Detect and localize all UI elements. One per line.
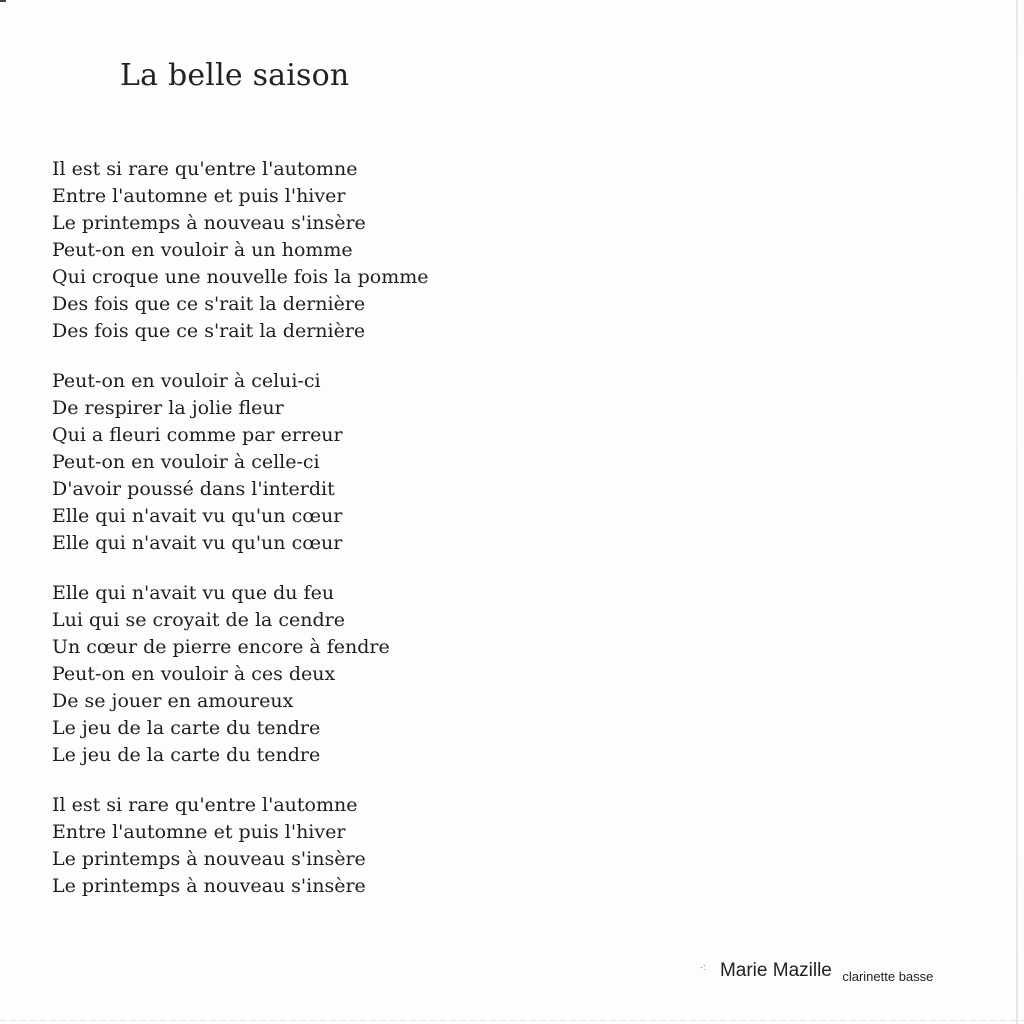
poem-line: Le jeu de la carte du tendre — [52, 744, 321, 766]
song-title: La belle saison — [120, 58, 350, 93]
poem-body — [52, 156, 522, 923]
musician-credit — [700, 960, 933, 984]
poem-line: Le printemps à nouveau s'insère — [52, 848, 366, 870]
poem-line: De respirer la jolie fleur — [52, 397, 284, 419]
stanza — [52, 792, 522, 900]
page-fold-edge — [1016, 0, 1018, 1024]
page-bottom-edge — [0, 1020, 1024, 1021]
poem-line: Elle qui n'avait vu qu'un cœur — [52, 505, 343, 527]
stanza — [52, 368, 522, 557]
poem-line: Le jeu de la carte du tendre — [52, 717, 321, 739]
poem-line: De se jouer en amoureux — [52, 690, 294, 712]
poem-line: Qui croque une nouvelle fois la pomme — [52, 266, 429, 288]
poem-line: Peut-on en vouloir à celle-ci — [52, 451, 320, 473]
poem-line: Il est si rare qu'entre l'automne — [52, 794, 358, 816]
poem-line: Entre l'automne et puis l'hiver — [52, 821, 346, 843]
stanza — [52, 156, 522, 345]
poem-line: Le printemps à nouveau s'insère — [52, 212, 366, 234]
poem-line: Entre l'automne et puis l'hiver — [52, 185, 346, 207]
poem-line: Des fois que ce s'rait la dernière — [52, 320, 366, 342]
poem-line: D'avoir poussé dans l'interdit — [52, 478, 335, 500]
poem-line: Peut-on en vouloir à celui-ci — [52, 370, 321, 392]
musician-name: Marie Mazille — [719, 960, 832, 981]
musician-instrument: clarinette basse — [842, 969, 934, 984]
poem-line: Des fois que ce s'rait la dernière — [52, 293, 366, 315]
poem-line: Lui qui se croyait de la cendre — [52, 609, 345, 631]
stanza — [52, 580, 522, 769]
poem-line: Qui a fleuri comme par erreur — [52, 424, 343, 446]
poem-line: Il est si rare qu'entre l'automne — [52, 158, 358, 180]
poem-line: Le printemps à nouveau s'insère — [52, 875, 366, 897]
poem-line: Elle qui n'avait vu que du feu — [52, 582, 335, 604]
scan-corner-mark — [0, 0, 6, 2]
poem-line: Peut-on en vouloir à ces deux — [52, 663, 336, 685]
credit-mark: ·: — [700, 962, 706, 972]
poem-line: Elle qui n'avait vu qu'un cœur — [52, 532, 343, 554]
poem-line: Peut-on en vouloir à un homme — [52, 239, 353, 261]
poem-line: Un cœur de pierre encore à fendre — [52, 636, 390, 658]
